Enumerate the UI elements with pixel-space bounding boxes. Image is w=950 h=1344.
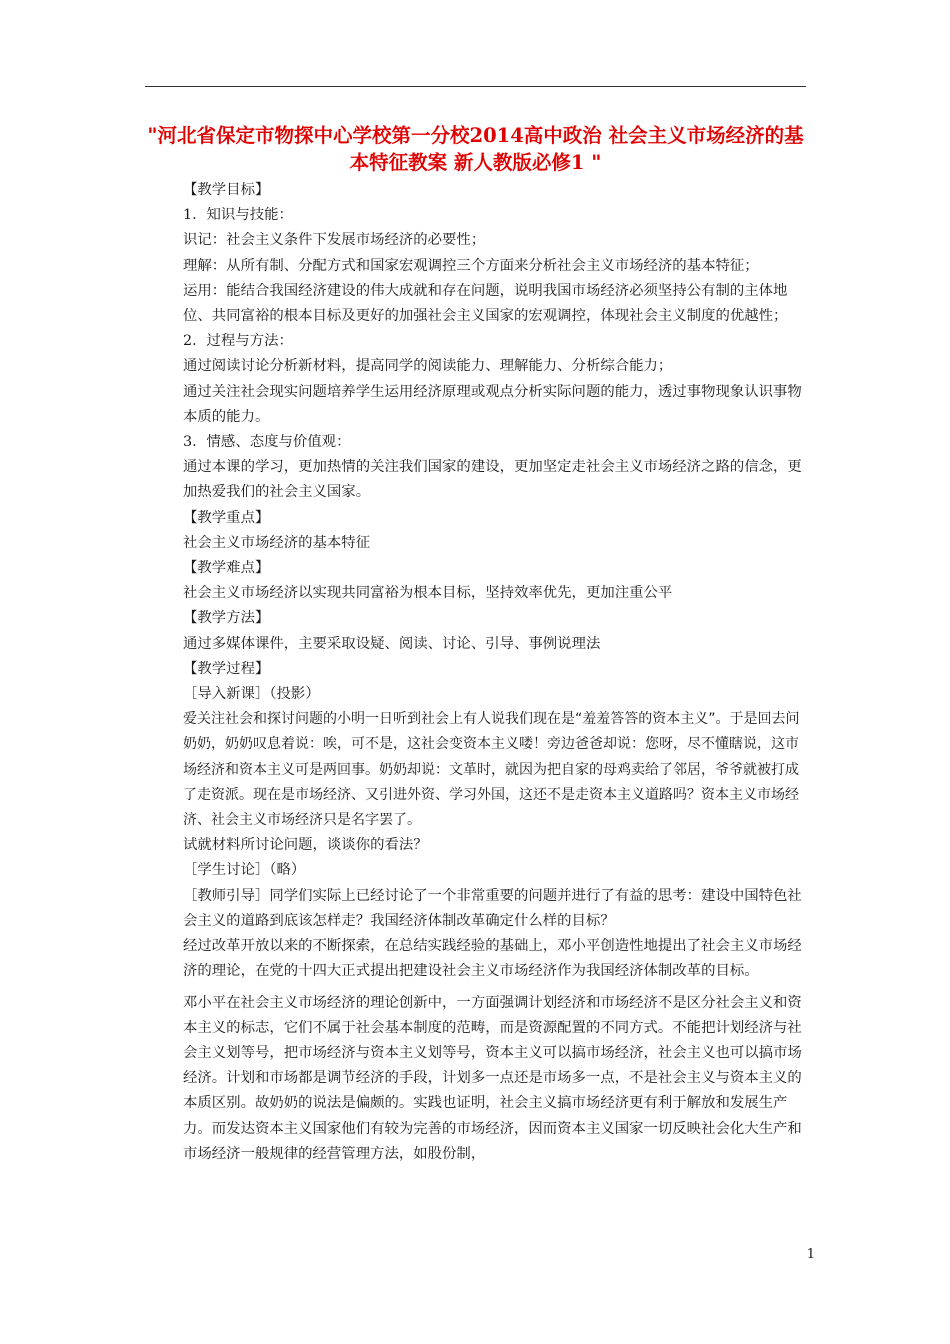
document-body	[145, 178, 807, 1167]
document-title: "河北省保定市物探中心学校第一分校2014高中政治 社会主义市场经济的基本特征教案 新人教版必修1 "	[147, 124, 804, 174]
paragraph: ［教师引导］同学们实际上已经讨论了一个非常重要的问题并进行了有益的思考：建设中国特色社会主义的道路到底该怎样走？我国经济体制改革确定什么样的目标？	[183, 887, 802, 929]
section-heading-methods: 【教学方法】	[183, 610, 270, 627]
subheading-knowledge: 1．知识与技能：	[183, 207, 293, 224]
section-heading-process: 【教学过程】	[183, 660, 270, 677]
paragraph: 理解：从所有制、分配方式和国家宏观调控三个方面来分析社会主义市场经济的基本特征；	[183, 257, 759, 274]
paragraph: ［学生讨论］（略）	[183, 862, 306, 879]
story-paragraph: 爱关注社会和探讨问题的小明一日听到社会上有人说我们现在是“羞羞答答的资本主义”。于是回去问奶奶，奶奶叹息着说：唉，可不是，这社会变资本主义喽！旁边爸爸却说：您呀，尽不懂瞎说，这市场经济和资本主义可是两回事。奶奶却说：文革时，就因为把自家的母鸡卖给了邻居，爷爷就被打成了走资派。现在是市场经济、又引进外资、学习外国，这还不是走资本主义道路吗？资本主义市场经济、社会主义市场经济只是名字罢了。	[183, 711, 800, 829]
subheading-process: 2．过程与方法：	[183, 333, 293, 350]
paragraph: 社会主义市场经济以实现共同富裕为根本目标，坚持效率优先，更加注重公平	[183, 585, 673, 602]
subheading-values: 3．情感、态度与价值观：	[183, 434, 351, 451]
paragraph: 通过本课的学习，更加热情的关注我们国家的建设，更加坚定走社会主义市场经济之路的信念，更加热爱我们的社会主义国家。	[183, 459, 802, 501]
section-heading-objectives: 【教学目标】	[183, 182, 270, 198]
paragraph: 通过关注社会现实问题培养学生运用经济原理或观点分析实际问题的能力，透过事物现象认识事物本质的能力。	[183, 383, 802, 425]
section-heading-difficulties: 【教学难点】	[183, 560, 270, 577]
header-rule	[145, 86, 806, 87]
paragraph: 通过阅读讨论分析新材料，提高同学的阅读能力、理解能力、分析综合能力；	[183, 358, 673, 375]
page-number: 1	[806, 1247, 815, 1262]
paragraph: 社会主义市场经济的基本特征	[183, 534, 371, 551]
paragraph: 识记：社会主义条件下发展市场经济的必要性；	[183, 232, 486, 249]
section-heading-key-points: 【教学重点】	[183, 509, 270, 526]
paragraph: 经过改革开放以来的不断探索，在总结实践经验的基础上，邓小平创造性地提出了社会主义市场经济的理论，在党的十四大正式提出把建设社会主义市场经济作为我国经济体制改革的目标。	[183, 938, 802, 980]
paragraph: 运用：能结合我国经济建设的伟大成就和存在问题，说明我国市场经济必须坚持公有制的主体地位、共同富裕的根本目标及更好的加强社会主义国家的宏观调控，体现社会主义制度的优越性；	[183, 282, 788, 325]
paragraph: ［导入新课］（投影）	[183, 686, 320, 703]
paragraph: 通过多媒体课件，主要采取设疑、阅读、讨论、引导、事例说理法	[183, 635, 601, 652]
paragraph: 试就材料所讨论问题，谈谈你的看法？	[183, 837, 428, 854]
paragraph: 邓小平在社会主义市场经济的理论创新中，一方面强调计划经济和市场经济不是区分社会主义和资本主义的标志，它们不属于社会基本制度的范畴，而是资源配置的不同方式。不能把计划经济与社会主义划等号，把市场经济与资本主义划等号，资本主义可以搞市场经济，社会主义也可以搞市场经济。计划和市场都是调节经济的手段，计划多一点还是市场多一点，不是社会主义与资本主义的本质区别。故奶奶的说法是偏颇的。实践也证明，社会主义搞市场经济更有利于解放和发展生产力。而发达资本主义国家他们有较为完善的市场经济，因而资本主义国家一切反映社会化大生产和市场经济一般规律的经营管理方法，如股份制，	[183, 994, 802, 1162]
